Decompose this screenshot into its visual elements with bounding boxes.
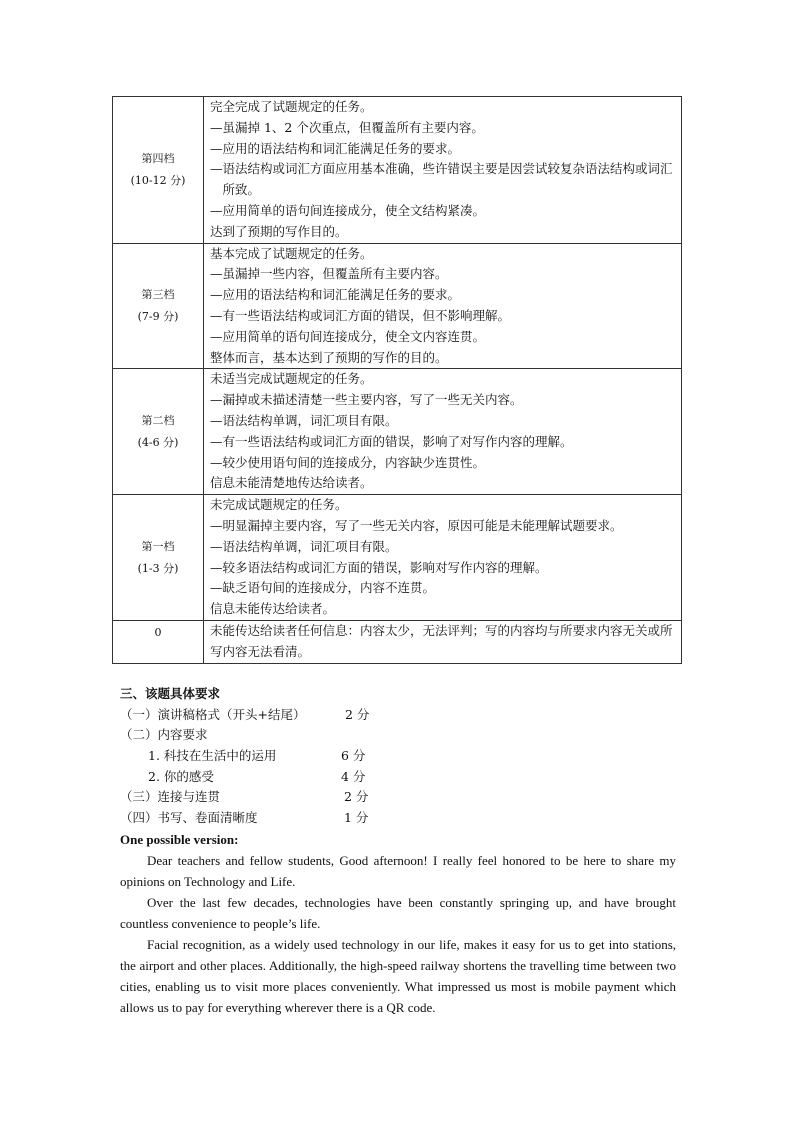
- sample-paragraph: Dear teachers and fellow students, Good afternoon! I really feel honored to be here to share my opinions on Technology and Life.: [120, 853, 676, 889]
- grade-line: —应用的语法结构和词汇能满足任务的要求。: [210, 287, 461, 303]
- grade-row-0: [113, 620, 682, 663]
- grade-line: —较多语法结构或词汇方面的错误，影响对写作内容的理解。: [210, 559, 548, 575]
- grade-line: —虽漏掉 1、2 个次重点，但覆盖所有主要内容。: [210, 119, 484, 135]
- grade-level-name: 第三档: [141, 287, 175, 301]
- grade-line: —应用简单的语句间连接成分，使全文结构紧凑。: [210, 202, 486, 218]
- grade-row-3: [113, 243, 682, 369]
- requirement-score: 1 分: [344, 810, 369, 826]
- grade-line: 未适当完成试题规定的任务。: [210, 371, 373, 387]
- grading-table: [112, 96, 682, 664]
- grade-line: —应用的语法结构和词汇能满足任务的要求。: [210, 140, 461, 156]
- grade-description-cell: [204, 369, 682, 495]
- grade-line: 未完成试题规定的任务。: [210, 497, 348, 513]
- grade-description-cell: [204, 97, 682, 244]
- grade-row-2: [113, 369, 682, 495]
- grade-level-name: 第一档: [141, 539, 175, 553]
- requirement-item: [120, 725, 680, 746]
- grade-level-name: 第四档: [141, 151, 175, 165]
- sample-paragraph: Facial recognition, as a widely used technology in our life, makes it easy for us to get into stations, the airport and other places. Additionally, the high-speed railway shortens the travelling time between two cities, enabling us to visit more places conveniently. What impressed us most is mobile payment which allows us to pay for everything wherever there is a QR code.: [120, 937, 676, 1015]
- grade-line: 完全完成了试题规定的任务。: [210, 99, 373, 114]
- grade-line: —缺乏语句间的连接成分，内容不连贯。: [210, 580, 436, 596]
- requirement-item: [120, 787, 680, 808]
- requirement-label: （四）书写、卷面清晰度: [120, 810, 258, 826]
- grade-line: 整体而言，基本达到了预期的写作的目的。: [210, 349, 448, 365]
- requirement-item: [120, 746, 680, 767]
- grade-level-range: (10-12 分): [130, 173, 186, 187]
- grade-level-cell: [113, 97, 204, 244]
- grade-row-4: [113, 97, 682, 244]
- grade-line: —语法结构单调，词汇项目有限。: [210, 412, 398, 428]
- grade-line: —应用简单的语句间连接成分，使全文内容连贯。: [210, 328, 486, 344]
- requirement-item: [120, 767, 680, 788]
- requirements-title: 三、该题具体要求: [120, 686, 221, 701]
- grade-level-name: 0: [154, 625, 162, 639]
- sample-paragraph: Over the last few decades, technologies have been constantly springing up, and have brought countless convenience to people’s life.: [120, 895, 676, 931]
- grade-level-range: (7-9 分): [137, 309, 179, 323]
- requirement-score: 6 分: [341, 748, 366, 764]
- grade-description-cell: [204, 243, 682, 369]
- grade-level-cell: [113, 620, 204, 663]
- grade-level-range: (4-6 分): [137, 435, 179, 449]
- grade-line: 信息未能传达给读者。: [210, 601, 336, 617]
- sample-heading: One possible version:: [120, 832, 239, 847]
- grade-line: 未能传达给读者任何信息：内容太少，无法评判；写的内容均与所要求内容无关或所写内容无法看清。: [210, 622, 673, 659]
- grade-line: —有一些语法结构或词汇方面的错误，但不影响理解。: [210, 307, 511, 323]
- requirement-label: （三）连接与连贯: [120, 789, 221, 805]
- requirement-item: [120, 808, 680, 829]
- requirement-label: （一）演讲稿格式（开头+结尾）: [120, 706, 306, 722]
- grade-line: 达到了预期的写作目的。: [210, 223, 348, 239]
- grade-level-cell: [113, 369, 204, 495]
- grade-line: —较少使用语句间的连接成分，内容缺少连贯性。: [210, 454, 486, 470]
- grade-line: 信息未能清楚地传达给读者。: [210, 475, 373, 491]
- grade-line: —明显漏掉主要内容，写了一些无关内容，原因可能是未能理解试题要求。: [210, 517, 623, 533]
- sample-essay: [120, 829, 676, 1018]
- grade-line: 基本完成了试题规定的任务。: [210, 245, 373, 261]
- grade-line: —虽漏掉一些内容，但覆盖所有主要内容。: [210, 266, 448, 282]
- grade-line: —有一些语法结构或词汇方面的错误，影响了对写作内容的理解。: [210, 433, 573, 449]
- grade-row-1: [113, 495, 682, 621]
- grade-level-name: 第二档: [141, 413, 175, 427]
- grade-line: —语法结构或词汇方面应用基本准确，些许错误主要是因尝试较复杂语法结构或词汇所致。: [210, 161, 673, 198]
- requirement-item: [120, 705, 680, 726]
- requirement-label: 1. 科技在生活中的运用: [148, 748, 277, 764]
- grade-description-cell: [204, 620, 682, 663]
- grade-line: —漏掉或未描述清楚一些主要内容，写了一些无关内容。: [210, 392, 523, 408]
- requirements-section: [120, 684, 680, 829]
- requirement-score: 2 分: [345, 706, 370, 722]
- grade-description-cell: [204, 495, 682, 621]
- grade-level-cell: [113, 495, 204, 621]
- grade-line: —语法结构单调，词汇项目有限。: [210, 538, 398, 554]
- requirement-score: 4 分: [341, 768, 366, 784]
- requirement-label: （二）内容要求: [120, 727, 208, 743]
- requirement-label: 2. 你的感受: [148, 768, 214, 784]
- grade-level-range: (1-3 分): [137, 561, 179, 575]
- requirement-score: 2 分: [344, 789, 369, 805]
- grade-level-cell: [113, 243, 204, 369]
